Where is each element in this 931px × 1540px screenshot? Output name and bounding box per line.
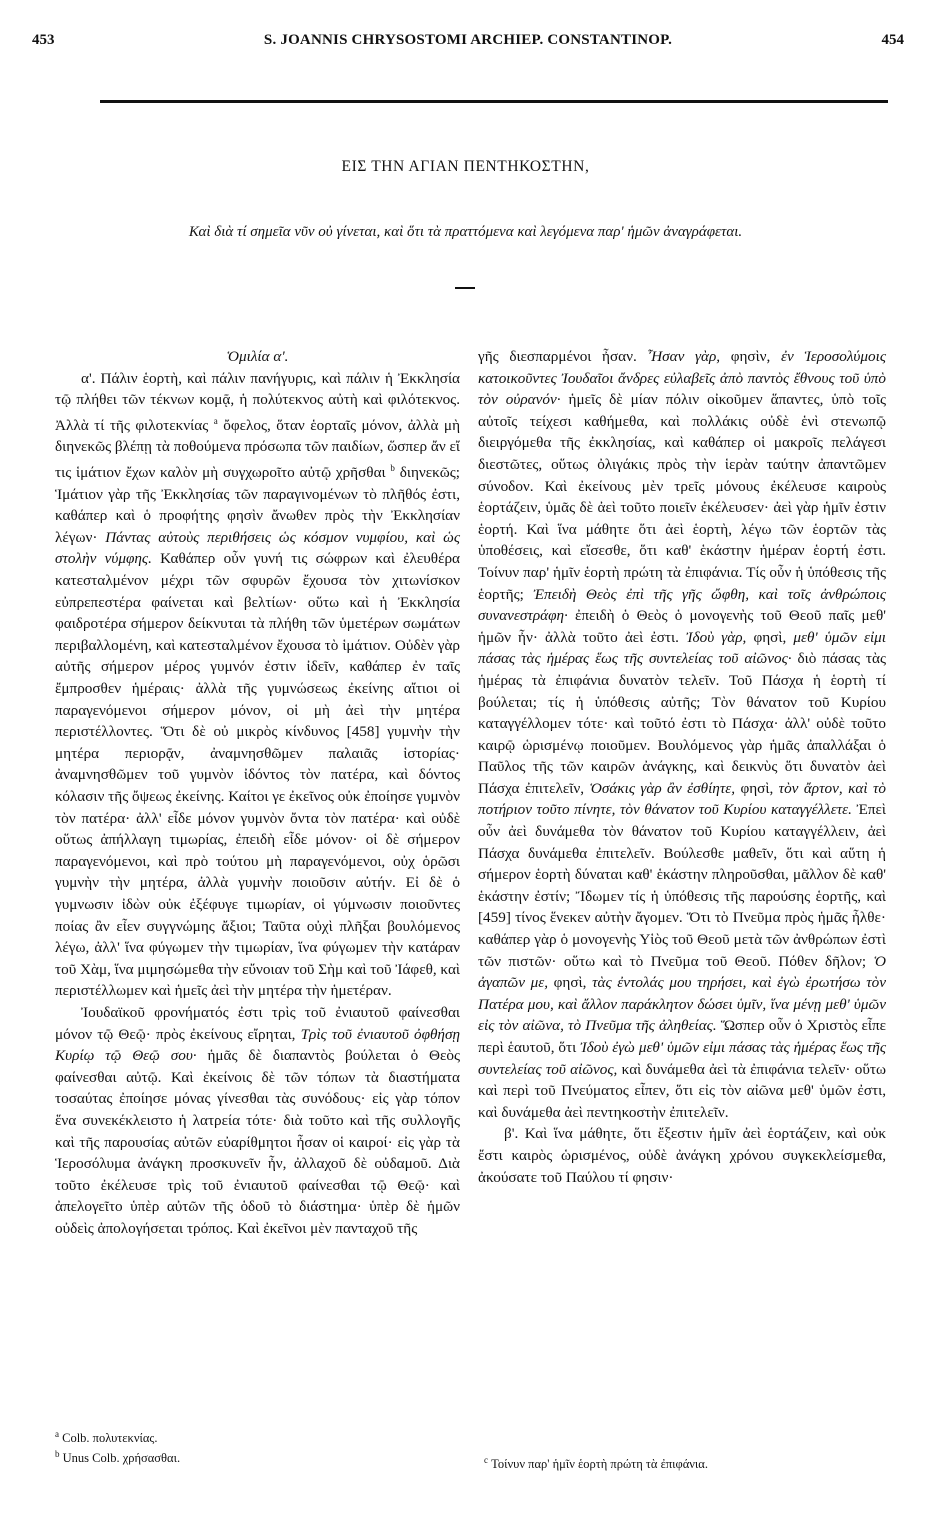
text-run: ἐπειδὴ ὁ Θεὸς ὁ μονογενὴς τοῦ Θεοῦ παῖς μεθ' ἡμῶν ἦν· ἀλλὰ τοῦτο ἀεὶ ἐστι. — [478, 607, 887, 646]
scripture-quote: ἐν Ἱεροσολύμοις κατοικοῦντες Ἰουδαῖοι ἄνδρες εὐλαβεῖς ἀπὸ παντὸς ἔθνους τοῦ ὑπὸ τὸν οὐρανόν· — [478, 348, 886, 409]
scripture-quote: τὰς ἐντολάς μου τηρήσει, καὶ ἐγὼ ἐρωτήσω τὸν Πατέρα μου, καὶ ἄλλον παράκλητον δώσει ὑμῖν, ἵνα μένῃ μεθ' ὑμῶν εἰς τὸν αἰῶνα, τὸ Πνεῦμα τῆς ἀληθείας. — [478, 974, 887, 1035]
footnote-b — [55, 1446, 315, 1466]
scripture-quote: Ὁσάκις γὰρ ἂν ἐσθίητε, — [589, 779, 736, 797]
footnote-ref-b: b — [390, 463, 395, 474]
text-run: Ὥσπερ οὖν ὁ Χριστὸς εἶπε περὶ ἑαυτοῦ, ὅτι — [478, 1017, 886, 1056]
scripture-quote: Ἦσαν γὰρ, — [647, 348, 721, 365]
text-run: ὄφελος, ὅταν ἑορταῖς μόνον, ἀλλὰ μὴ διηνεκῶς βλέπῃ τὰ ποθούμενα πρόσωπα τῶν παιδίων, ὥσπερ ἄν εἴ τις ἱμάτιον ἔχων καλὸν μὴ συγχωροῖτο αὐτῷ χρῆσθαι — [55, 416, 461, 482]
footnote-text: Unus Colb. χρήσασθαι. — [62, 1451, 181, 1466]
footnote-mark: b — [55, 1449, 60, 1460]
text-run: ἡμεῖς δὲ μίαν πόλιν οἰκοῦμεν ἅπαντες, ὑπὸ τοῖς αὐτοῖς τείχεσι καθήμεθα, καὶ πολλάκις οὐδὲ ἑνὶ στενωπῷ διειργόμεθα τῆς ἐκκλησίας, καὶ καθάπερ οἱ μακροῖς πελάγεσι διεστῶτες, οὕτως ὀλιγάκις πρὸς τὴν ἱερὰν ταύτην ἀπαντῶμεν σύνοδον. Καὶ ἐκείνους μὲν τρεῖς μόνους ἐκέλευσε καιροὺς ἑορτάζειν, ὑμᾶς δὲ ἀεὶ τοῦτο ποιεῖν ἐκέλευσεν· ἀεὶ γὰρ ἡμῖν ἐστιν ἑορτή. Καὶ ἵνα μάθητε ὅτι ἀεὶ ἑορτὴ, λέγω τῶν ἑορτῶν τὰς ὑποθέσεις, καὶ εἴσεσθε, ὅτι καθ' ἑκάστην ἡμέραν ἑορτή ἐστι. Τοίνυν παρ' ἡμῖν ἑορτὴ πρώτη τὰ ἐπιφάνια. Τίς οὖν ἡ ὑπόθεσις τῆς ἑορτῆς; — [478, 391, 886, 603]
page-number-right: 454 — [881, 32, 904, 48]
footnote-a — [55, 1426, 315, 1446]
scripture-quote: Ἰδοὺ γὰρ, — [686, 628, 747, 646]
footnote-text: Τοίνυν παρ' ἡμῖν ἑορτὴ πρώτη τὰ ἐπιφάνια. — [491, 1457, 708, 1472]
page-number-left: 453 — [32, 32, 55, 48]
title-separator — [455, 287, 475, 289]
scripture-quote: Ὁ ἀγαπῶν με, — [478, 952, 886, 992]
footnote-ref-a: a — [213, 415, 218, 426]
text-run: διὸ πάσας τὰς ἡμέρας τὰ ἐπιφάνια δυνατὸν τελεῖν. Τοῦ Πάσχα ἡ ἑορτὴ τί βούλεται; τίς ἡ ὑπόθεσις αὐτῆς; Τὸν θάνατον τοῦ Κυρίου καταγγέλλομεν τότε· καὶ τοῦτό ἐστι τὸ Πάσχα· ἀλλ' οὐδὲ τοῦτο καιρῷ ὡρισμένῳ ποιοῦμεν. Βουλόμενος γὰρ ἡμᾶς ἀπαλλάξαι ὁ Παῦλος τῆς τῶν καιρῶν ἀνάγκης, καὶ δεικνὺς ὅτι δυνατὸν ἀεὶ Πάσχα ἐπιτελεῖν, — [478, 650, 887, 797]
homily-heading: Ὁμιλία α'. — [226, 348, 289, 365]
right-paragraph-2: β'. Καὶ ἵνα μάθητε, ὅτι ἔξεστιν ἡμῖν ἀεὶ ἑορτάζειν, καὶ οὐκ ἔστι καιρὸς ὡρισμένος, οὐδὲ ἀνάγκη χρόνου συγκεκλείσμεθα, ἀκούσατε τοῦ Παύλου τί φησιν· — [478, 1125, 886, 1186]
right-column — [478, 346, 886, 1188]
text-run: φησὶ, — [740, 779, 779, 797]
text-run: φησὶ, — [553, 974, 593, 992]
text-run: Ἰουδαϊκοῦ φρονήματός ἐστι τρὶς τοῦ ἐνιαυτοῦ φαίνεσθαι μόνον τῷ Θεῷ· πρὸς ἐκείνους εἴρηται, — [55, 1003, 460, 1043]
scripture-quote: μεθ' ὑμῶν εἰμι πάσας τὰς ἡμέρας ἕως τῆς συντελείας τοῦ αἰῶνος· — [478, 628, 887, 668]
text-run: Ἐπεὶ οὖν ἀεὶ δυνάμεθα τὸν θάνατον τοῦ Κυρίου καταγγέλλειν, ἀεὶ Πάσχα δυνάμεθα ἐπιτελεῖν. Βούλεσθε μαθεῖν, ὅτι καὶ αὕτη ἡ σήμερον ἑορτὴ δύναται καθ' ἑκάστην πληροῦσθαι, μᾶλλον δὲ καθ' ἑκάστην ἐστίν; Ἴδωμεν τίς ἡ ὑπόθεσις τῆς παρούσης ἑορτῆς, καὶ [459] τίνος ἕνεκεν αὐτὴν ἄγομεν. Ὅτι τὸ Πνεῦμα πρὸς ἡμᾶς ἦλθε· καθάπερ γὰρ ὁ μονογενὴς Υἱὸς τοῦ Θεοῦ μετὰ τῶν ἀνθρώπων ἐστὶ τῶν πιστῶν· οὕτω καὶ τὸ Πνεῦμα τοῦ Θεοῦ. Πόθεν δῆλον; — [478, 801, 887, 970]
running-title: S. JOANNIS CHRYSOSTOMI ARCHIEP. CONSTANTINOP. — [263, 32, 673, 48]
footnote-mark: c — [484, 1455, 488, 1465]
section-title: ΕΙΣ ΤΗΝ ΑΓΙΑΝ ΠΕΝΤΗΚΟΣΤΗΝ, — [341, 158, 590, 175]
text-run: Καθάπερ οὖν γυνή τις σώφρων καὶ ἐλευθέρα κατεσταλμένον μέχρι τῶν σφυρῶν ἔχουσα τὸν χιτωνίσκον εὐπρεπεστέρα φαίνεται καὶ βελτίων· οὕτω καὶ ἡ Ἐκκλησία φαιδροτέρα σήμερον δείκνυται τὰ πλήθη τῶν ὑμετέρων σωμάτων περιβαλλομένη, καὶ κατεσταλμένον ἔχουσα τὸ ἱμάτιον. Οὐδὲν γὰρ αὐτῆς σήμερον μέρος γυμνόν ἐστιν ἰδεῖν, καθάπερ ἐν ταῖς ἔμπροσθεν ἡμέραις· ἀλλὰ τῆς γυμνώσεως ἐκείνης αἴτιοι οἱ παραγενόμενοι σήμερον μόνον, οἱ μὴ ἀεὶ τὴν μητέρα περιστέλλοντες. Ὅτι δὲ οὐ μικρὸς κίνδυνος [458] γυμνὴν τὴν μητέρα περιορᾷν, ἀναμνησθῶμεν παλαιᾶς ἱστορίας· ἀναμνησθῶμεν τοῦ γυμνὸν ἰδόντος τὸν πατέρα, καὶ δόντος κόλασιν τῆς ὄψεως ἐκείνης. Καίτοι γε ἐκεῖνος οὐκ ἐποίησε γυμνὸν τὸν πατέρα· ἀλλ' εἶδε μόνον γυμνὸν ὄντα τὸν πατέρα· καὶ οὐδὲ οὕτως ἀπήλλαγη τιμωρίας, ἐπειδὴ εἶδε μόνον· οἱ δὲ σήμερον παραγενόμενοι, καὶ πρὸ τούτου μὴ παραγενόμενοι, οὐχ ὁρῶσι γυμνὴν τὴν μητέρα, ἀλλὰ γυμνὴν ποιοῦσιν αὐτήν. Εἰ δὲ ὁ γυμνωσιν ἰδὼν οὐκ ἐξέφυγε τιμωρίαν, οἱ γύμνωσιν ποιοῦντες ποίας ἂν εἶεν συγγνώμης ἄξιοι; Ταῦτα οὐχὶ πλῆξαι βουλόμενος λέγω, ἀλλ' ἵνα φύγωμεν τὴν τιμωρίαν, ἵνα φύγωμεν τὴν κατάραν τοῦ Χὰμ, ἵνα μιμησώμεθα τὴν εὔνοιαν τοῦ Σὴμ καὶ τοῦ Ἰάφεθ, καὶ περιστέλλωμεν καὶ ἡμεῖς ἀεὶ τὴν μητέρα τὴν ἡμετέραν. — [55, 550, 460, 1000]
text-run: καὶ δυνάμεθα ἀεὶ τὰ ἐπιφάνια τελεῖν· οὕτω καὶ περὶ τοῦ Πνεύματος εἶπεν, ὅτι εἰς τὸν αἰῶνα μεθ' ὑμῶν ἐστι, καὶ δυνάμεθα ἀεὶ πεντηκοστὴν ἐπιτελεῖν. — [478, 1060, 887, 1121]
text-run: διηνεκῶς; Ἱμάτιον γὰρ τῆς Ἐκκλησίας τῶν παραγινομένων τὸ πλῆθός ἐστι, καθάπερ καὶ ὁ προφήτης φησὶν ἄνωθεν πρὸς τὴν Ἐκκλησίαν λέγων· — [55, 464, 461, 546]
text-run: γῆς διεσπαρμένοι ἦσαν. — [478, 348, 648, 365]
right-paragraph-1 — [478, 346, 886, 1123]
left-column — [55, 346, 460, 1239]
scripture-quote: Τρὶς τοῦ ἐνιαυτοῦ ὀφθήσῃ Κυρίῳ τῷ Θεῷ σου· — [55, 1025, 460, 1065]
scripture-quote: Ἐπειδὴ Θεὸς ἐπὶ τῆς γῆς ὤφθη, καὶ τοῖς ἀνθρώποις συνανεστράφη· — [478, 585, 886, 625]
scripture-quote: Πάντας αὐτοὺς περιθήσεις ὡς κόσμον νυμφίου, καὶ ὡς στολὴν νύμφης. — [55, 528, 461, 568]
footnotes-right — [484, 1452, 884, 1472]
section-subtitle: Καὶ διὰ τί σημεῖα νῦν οὐ γίνεται, καὶ ὅτι τὰ πραττόμενα καὶ λεγόμενα παρ' ἡμῶν ἀναγράφεται. — [188, 224, 743, 240]
left-paragraph-1 — [55, 368, 460, 1002]
footnote-c — [484, 1452, 884, 1472]
footnote-mark: a — [55, 1429, 59, 1439]
text-run: φησὶ, — [753, 628, 794, 646]
text-run: ἡμᾶς δὲ διαπαντὸς βούλεται ὁ Θεὸς φαίνεσθαι αὐτῷ. Καὶ ἐκείνοις δὲ τῶν τόπων τὰ διαστήματα τοσαύτας ἐποίησε μόνας γίνεσθαι τὰς συνόδους· εἰς γὰρ τόπον ἕνα συνεκέκλειστο ἡ λατρεία τότε· διὰ τοῦτο καὶ τῆς συλλογῆς καὶ τῆς παρουσίας αὐτῶν εὐαρίθμητοι ἦσαν οἱ καιροί· εἰς γὰρ τὰ Ἱεροσόλυμα ἀνάγκη προσκυνεῖν ἦν, ἀλλαχοῦ δὲ οὐδαμοῦ. Διὰ τοῦτο ἐκέλευσε τρὶς τοῦ ἐνιαυτοῦ φαίνεσθαι τῷ Θεῷ· καὶ ἀπελογεῖτο ὑπὲρ αὐτῶν τῆς ὁδοῦ τὸ διάστημα· ὑπὲρ δὲ ἡμῶν οὐδεὶς ἀπολογήσεται τρόπος. Καὶ ἐκεῖνοι μὲν πανταχοῦ τῆς — [55, 1047, 460, 1237]
footnote-text: Colb. πολυτεκνίας. — [62, 1431, 158, 1446]
scripture-quote: Ἰδοὺ ἐγὼ μεθ' ὑμῶν εἰμι πάσας τὰς ἡμέρας ἕως τῆς συντελείας τοῦ αἰῶνος, — [478, 1039, 886, 1078]
header-rule — [100, 100, 888, 103]
footnotes-left — [55, 1426, 315, 1466]
text-run: α'. Πάλιν ἑορτὴ, καὶ πάλιν πανήγυρις, καὶ πάλιν ἡ Ἐκκλησία τῷ πλήθει τῶν τέκνων κομᾷ, ἡ πολύτεκνος αὐτὴ καὶ φιλότεκνος. Ἀλλὰ τί τῆς φιλοτεκνίας — [55, 369, 460, 434]
running-header — [32, 32, 904, 56]
text-run: φησὶν, — [730, 348, 781, 365]
left-paragraph-2 — [55, 1002, 460, 1240]
scripture-quote: τὸν ἄρτον, καὶ τὸ ποτήριον τοῦτο πίνητε, τὸν θάνατον τοῦ Κυρίου καταγγέλλετε. — [478, 779, 886, 819]
